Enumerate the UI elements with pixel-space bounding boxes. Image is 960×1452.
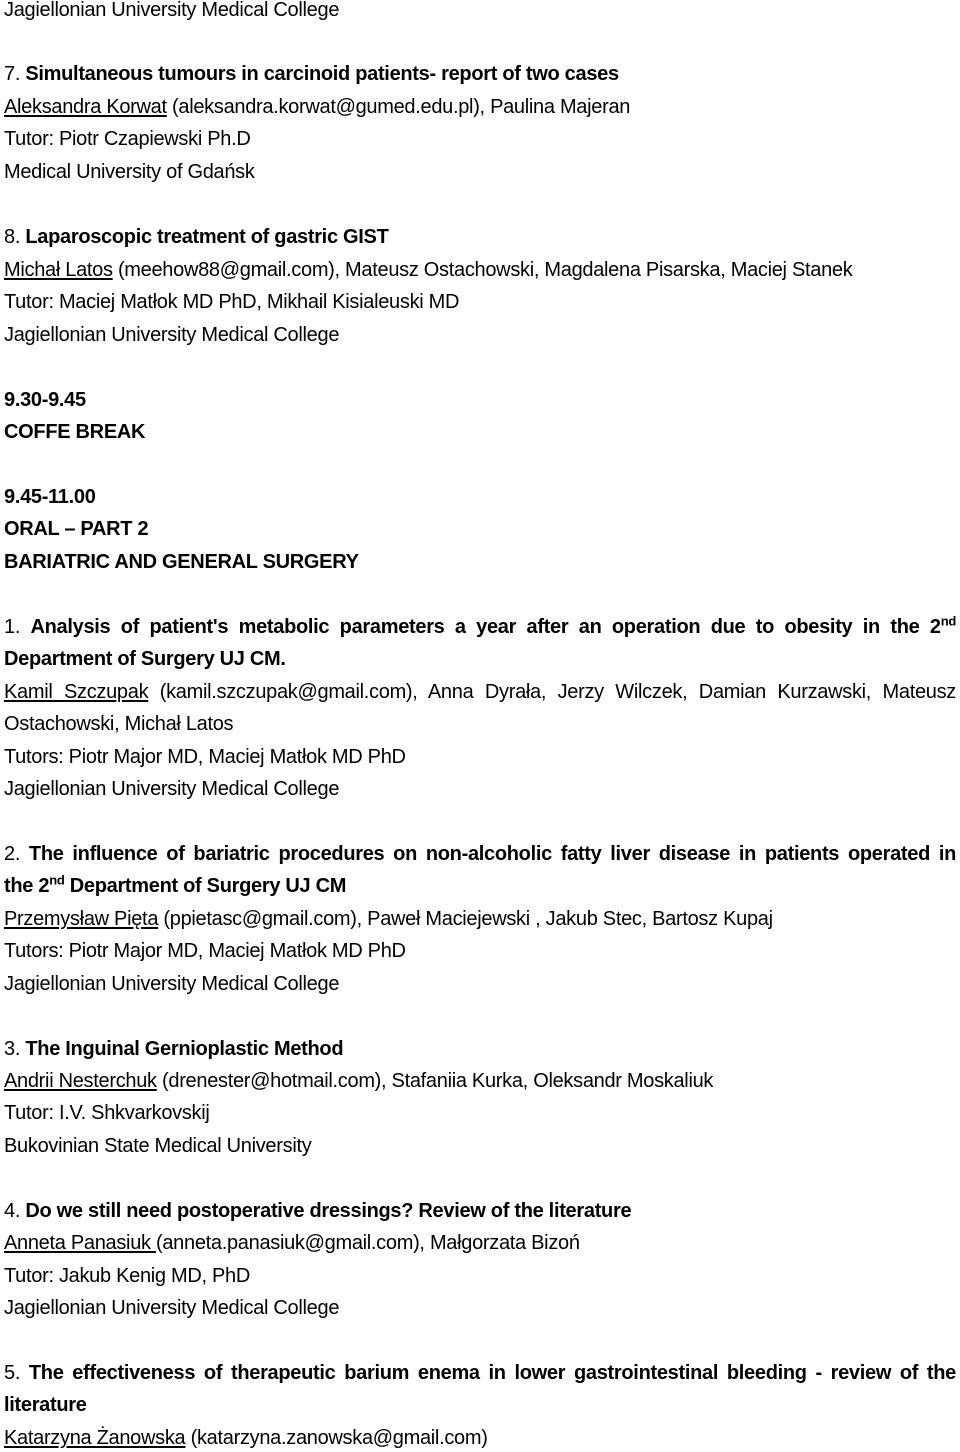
entry-tutor: Tutor: Piotr Czapiewski Ph.D [4, 128, 251, 150]
entry-tutor: Tutors: Piotr Major MD, Maciej Matłok MD PhD [4, 746, 406, 768]
lead-author: Michał Latos [4, 259, 113, 281]
break-label: COFFE BREAK [4, 421, 146, 443]
entry-authors [4, 1426, 488, 1450]
entry-tutor: Tutors: Piotr Major MD, Maciej Matłok MD PhD [4, 940, 406, 962]
entry-title-continued: Department of Surgery UJ CM. [4, 648, 286, 670]
break-time: 9.30-9.45 [4, 389, 86, 411]
other-authors: (katarzyna.zanowska@gmail.com) [185, 1427, 488, 1449]
lead-author: Anneta Panasiuk [4, 1232, 156, 1254]
entry-authors [4, 1069, 713, 1093]
entry-affiliation: Jagiellonian University Medical College [4, 1297, 340, 1319]
other-authors: (aleksandra.korwat@gumed.edu.pl), Paulina Majeran [166, 96, 631, 118]
entry-affiliation: Bukovinian State Medical University [4, 1135, 312, 1157]
entry-title: Analysis of patient's metabolic parameters a year after an operation due to obesity in the 2 [30, 616, 941, 638]
entry-authors-continued: Ostachowski, Michał Latos [4, 713, 234, 735]
entry-affiliation: Jagiellonian University Medical College [4, 973, 340, 995]
ordinal-suffix: nd [940, 613, 956, 629]
entry-number: 1. [4, 616, 21, 638]
entry-number: 5. [4, 1362, 21, 1384]
entry-title-line [4, 225, 389, 249]
other-authors: (ppietasc@gmail.com), Paweł Maciejewski , Jakub Stec, Bartosz Kupaj [158, 908, 773, 930]
lead-author: Aleksandra Korwat [4, 96, 167, 118]
lead-author: Katarzyna Żanowska [4, 1427, 186, 1449]
ordinal-suffix: nd [49, 872, 65, 888]
entry-title: The influence of bariatric procedures on non-alcoholic fatty liver disease in patients operated in [28, 843, 957, 865]
entry-affiliation: Jagiellonian University Medical College [4, 324, 340, 346]
entry-number: 2. [4, 843, 21, 865]
other-authors: (meehow88@gmail.com), Mateusz Ostachowski, Magdalena Pisarska, Maciej Stanek [112, 259, 853, 281]
entry-title-continued [4, 874, 346, 898]
entry-number: 3. [4, 1038, 21, 1060]
entry-title-line [4, 1199, 631, 1223]
entry-title: Laparoscopic treatment of gastric GIST [25, 226, 389, 248]
entry-tutor: Tutor: I.V. Shkvarkovskij [4, 1102, 210, 1124]
entry-authors [4, 95, 630, 119]
entry-title-line [4, 842, 956, 866]
other-authors: (kamil.szczupak@gmail.com), Anna Dyrała, Jerzy Wilczek, Damian Kurzawski, Mateusz [148, 681, 956, 703]
entry-tutor: Tutor: Jakub Kenig MD, PhD [4, 1265, 251, 1287]
lead-author: Przemysław Pięta [4, 908, 159, 930]
entry-authors [4, 1231, 580, 1255]
entry-authors [4, 907, 773, 931]
entry-title-continued: literature [4, 1394, 87, 1416]
entry-title-line [4, 615, 956, 639]
entry-title: The effectiveness of therapeutic barium enema in lower gastrointestinal bleeding - review of the [28, 1362, 956, 1384]
entry-number: 7. [4, 63, 21, 85]
entry-title-line [4, 62, 619, 86]
session-time: 9.45-11.00 [4, 486, 96, 508]
entry-affiliation: Medical University of Gdańsk [4, 161, 255, 183]
entry-number: 8. [4, 226, 21, 248]
other-authors: (anneta.panasiuk@gmail.com), Małgorzata Bizoń [155, 1232, 580, 1254]
entry-authors [4, 680, 956, 704]
session-label: ORAL – PART 2 [4, 518, 149, 540]
lead-author: Andrii Nesterchuk [4, 1070, 157, 1092]
header-affiliation: Jagiellonian University Medical College [4, 0, 340, 21]
entry-title: Do we still need postoperative dressings? Review of the literature [25, 1200, 632, 1222]
session-topic: BARIATRIC AND GENERAL SURGERY [4, 551, 359, 573]
entry-title: The Inguinal Gernioplastic Method [25, 1038, 344, 1060]
entry-affiliation: Jagiellonian University Medical College [4, 778, 340, 800]
title-text: the 2 [4, 875, 50, 897]
entry-tutor: Tutor: Maciej Matłok MD PhD, Mikhail Kisialeuski MD [4, 291, 460, 313]
lead-author: Kamil Szczupak [4, 681, 149, 703]
other-authors: (drenester@hotmail.com), Stafaniia Kurka, Oleksandr Moskaliuk [156, 1070, 714, 1092]
title-text: Department of Surgery UJ CM [64, 875, 347, 897]
entry-title-line [4, 1037, 343, 1061]
entry-number: 4. [4, 1200, 21, 1222]
entry-title-line [4, 1361, 956, 1385]
entry-title: Simultaneous tumours in carcinoid patients- report of two cases [25, 63, 619, 85]
entry-authors [4, 258, 852, 282]
